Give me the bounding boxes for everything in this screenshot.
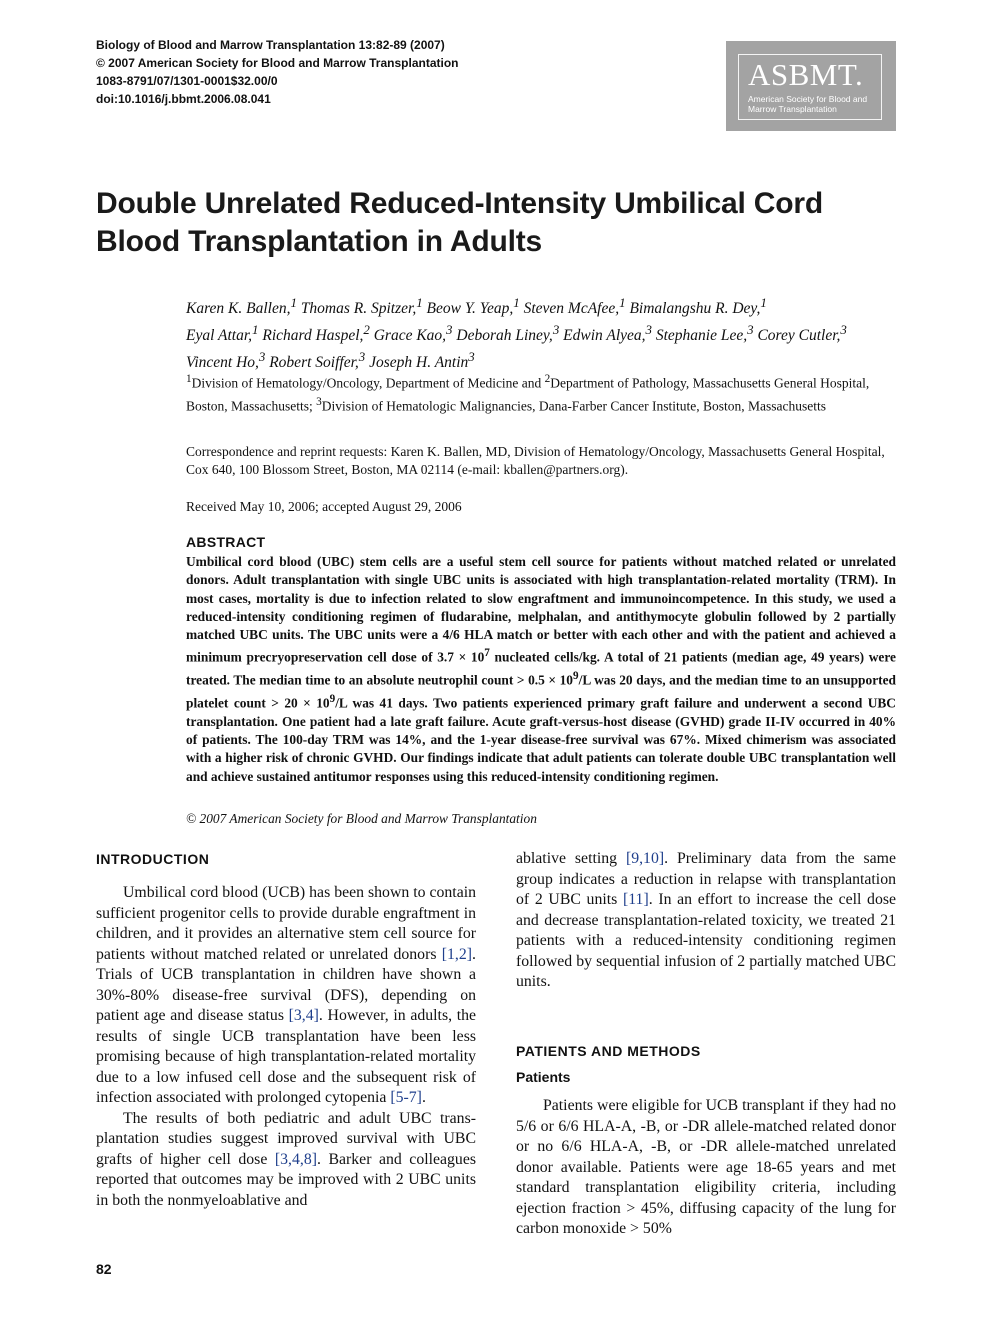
paragraph-text: . However, in adults, the results of single UCB transplantation have been less promising because of high transplantation-related mortality due to a low infused cell dose and the subsequent risk of infection associated with prolonged cytopenia — [96, 1007, 477, 1106]
author-affiliation-marker: 1 — [513, 295, 520, 310]
patients-column — [516, 1096, 896, 1240]
author — [426, 295, 520, 318]
asbmt-logo — [726, 41, 896, 131]
paragraph-text: Umbilical cord blood (UCB) has been shown to contain sufficient progenitor cells to provide durable engraftment in children, and it provides an alternative stem cell source for patients without matched related or unrelated donors — [96, 884, 476, 963]
citation-link[interactable]: [5-7] — [390, 1089, 422, 1106]
author-name: Eyal Attar, — [186, 327, 253, 345]
author — [629, 295, 767, 318]
author-name: Bimalangshu R. Dey, — [629, 300, 761, 318]
patients-subheading: Patients — [516, 1069, 571, 1085]
journal-copyright: © 2007 American Society for Blood and Marrow Transplantation — [96, 56, 459, 70]
citation-link[interactable]: [1,2] — [441, 945, 473, 963]
author-name: Karen K. Ballen, — [186, 300, 291, 318]
author-name: Corey Cutler, — [757, 327, 841, 345]
introduction-column — [96, 883, 476, 1211]
exponent: 7 — [484, 647, 490, 660]
author — [369, 349, 475, 372]
exponent: 9 — [329, 693, 336, 706]
author-affiliation-marker: 1 — [252, 322, 259, 338]
paragraph-text: The results of both pediatric and adult UBC transplantation studies suggest improved survival with UBC grafts of higher cell dose — [96, 1109, 476, 1168]
author-name: Vincent Ho, — [186, 354, 259, 372]
author-affiliation-marker: 1 — [760, 295, 767, 310]
author-affiliation-marker: 3 — [840, 322, 847, 338]
journal-citation: Biology of Blood and Marrow Transplantation 13:82-89 (2007) — [96, 38, 445, 52]
author-list — [186, 292, 906, 373]
paragraph-text: . Preliminary data from the same group indicates a reduction in relapse with transplantation of 2 UBC units — [516, 850, 896, 908]
citation-link[interactable]: [3,4,8] — [274, 1150, 317, 1168]
author-name: Steven McAfee, — [523, 300, 620, 318]
exponent: 9 — [573, 670, 579, 683]
citation-link[interactable]: [3,4] — [288, 1007, 319, 1024]
affiliations — [186, 370, 896, 415]
abstract-copyright: © 2007 American Society for Blood and Marrow Transplantation — [186, 811, 537, 826]
correspondence: Correspondence and reprint requests: Karen K. Ballen, MD, Division of Hematology/Oncology, Massachusetts General Hospital, Cox 640, 100 Blossom Street, Boston, MA 02114 (e-mail: kballen@partners.org). — [186, 444, 885, 477]
journal-issn: 1083-8791/07/1301-0001$32.00/0 — [96, 74, 278, 88]
author-name: Thomas R. Spitzer, — [300, 300, 417, 318]
author-affiliation-marker: 1 — [619, 295, 626, 310]
author-affiliation-marker: 1 — [416, 295, 423, 310]
abstract-text: nucleated cells/kg. A total of 21 patients (median age, 49 years) were treated. The median time to an absolute neutrophil count > 0.5 × 10 — [186, 649, 896, 688]
author-name: Stephanie Lee, — [655, 327, 748, 345]
abstract-text: /L was 41 days. Two patients experienced primary graft failure and underwent a second UBC transplantation. One patient had a late graft failure. Acute graft-versus-host disease (GVHD) grade II-IV occurred in 40% of patients. The 100-day TRM was 14%, and the 1-year disease-free survival was 67%. Mixed chimerism was associated with a higher risk of chronic GVHD. Our findings indicate that adult patients can tolerate double UBC transplantation well and achieve sustained antitumor responses using this reduced-intensity conditioning regimen. — [186, 695, 896, 784]
author-affiliation-marker: 2 — [363, 322, 370, 338]
author-name: Richard Haspel, — [262, 327, 364, 345]
author — [186, 349, 266, 372]
author — [269, 349, 366, 372]
author-name: Grace Kao, — [373, 327, 447, 345]
abstract-body — [186, 553, 896, 786]
intro-paragraph-2 — [96, 1109, 476, 1212]
intro-paragraph-1 — [96, 883, 476, 1109]
received-dates: Received May 10, 2006; accepted August 29, 2006 — [186, 499, 462, 514]
affiliation-marker: 3 — [316, 395, 322, 408]
paragraph-text: ablative setting — [516, 850, 626, 867]
paragraph-text: . — [421, 1089, 426, 1106]
author-affiliation-marker: 3 — [468, 349, 475, 365]
journal-doi: doi:10.1016/j.bbmt.2006.08.041 — [96, 92, 271, 106]
author — [523, 295, 626, 318]
author — [757, 322, 847, 345]
abstract-text: /L was 20 days, and the median time to an unsupported platelet count > 20 × 10 — [186, 672, 896, 711]
author — [373, 322, 453, 345]
author-affiliation-marker: 3 — [645, 322, 652, 338]
logo-tagline: American Society for Blood and Marrow Transplantation — [748, 94, 868, 114]
author-affiliation-marker: 3 — [446, 322, 453, 338]
affiliation-marker: 2 — [544, 373, 551, 385]
introduction-continued — [516, 849, 896, 993]
author-name: Deborah Liney, — [456, 327, 553, 345]
paragraph-text: . Trials of UCB transplantation in children have shown a 30%-80% disease-free survival (DFS), depending on patient age and disease status — [96, 945, 476, 1024]
author — [456, 322, 560, 345]
author — [186, 295, 297, 318]
author — [186, 322, 259, 345]
paragraph-text: . In an effort to increase the cell dose and decrease transplantation-related toxicity, we treated 21 patients with a reduced-intensity conditioning regimen followed by sequential infusion of 2 partially matched UBC units. — [516, 891, 896, 990]
intro-paragraph-2-continued — [516, 849, 896, 993]
logo-wordmark: ASBMT. — [748, 57, 864, 92]
author — [563, 322, 652, 345]
affiliation-marker: 1 — [186, 373, 192, 385]
author-affiliation-marker: 3 — [552, 322, 560, 338]
author-name: Edwin Alyea, — [563, 327, 646, 345]
author-affiliation-marker: 1 — [290, 295, 297, 310]
abstract-text: Umbilical cord blood (UBC) stem cells are a useful stem cell source for patients without matched related or unrelated donors. Adult transplantation with single UBC units is associated with high transplantation-related mortality (TRM). In most cases, mortality is due to infection related to slow engraftment and immunoincompetence. In this study, we used a reduced-intensity conditioning regimen of fludarabine, melphalan, and antithymocyte globulin followed by 2 partially matched UBC units. The UBC units were a 4/6 HLA match or better with each other and with the patient and achieved a minimum precryopreservation cell dose of 3.7 × 10 — [186, 554, 896, 665]
affiliation-text: Division of Hematologic Malignancies, Dana-Farber Cancer Institute, Boston, Massachusetts — [321, 398, 827, 413]
author — [262, 322, 370, 345]
paragraph-text: . Barker and colleagues reported that outcomes may be improved with 2 UBC units in both the nonmyeloablative and — [96, 1150, 476, 1209]
author-affiliation-marker: 3 — [258, 349, 266, 365]
introduction-heading: INTRODUCTION — [96, 851, 210, 867]
page-number: 82 — [96, 1261, 112, 1277]
abstract-heading: ABSTRACT — [186, 534, 266, 550]
author — [300, 295, 423, 318]
affiliation-text: Department of Pathology, Massachusetts General Hospital, Boston, Massachusetts; — [186, 375, 870, 413]
article-title: Double Unrelated Reduced-Intensity Umbilical Cord Blood Transplantation in Adults — [96, 187, 823, 258]
author-name: Robert Soiffer, — [269, 354, 359, 372]
journal-header — [96, 36, 616, 108]
citation-link[interactable]: [9,10] — [625, 850, 665, 867]
author-affiliation-marker: 3 — [747, 322, 754, 338]
affiliation-text: Division of Hematology/Oncology, Department of Medicine and — [191, 375, 545, 391]
author — [655, 322, 754, 345]
patients-paragraph-1: Patients were eligible for UCB transplant if they had no 5/6 or 6/6 HLA-A, -B, or -DR allele-matched related donor or no 6/6 HLA-A, -B, or -DR allele-matched unrelated donor available. Patients were age 18-65 years and met standard transplantation eligibility criteria, including ejection fraction > 45%, diffusing capacity of the lung for carbon monoxide > 50% — [516, 1097, 896, 1237]
author-name: Beow Y. Yeap, — [426, 300, 514, 318]
citation-link[interactable]: [11] — [622, 891, 649, 908]
author-name: Joseph H. Antin — [369, 354, 469, 372]
patients-methods-heading: PATIENTS AND METHODS — [516, 1043, 701, 1059]
author-affiliation-marker: 3 — [358, 349, 366, 365]
